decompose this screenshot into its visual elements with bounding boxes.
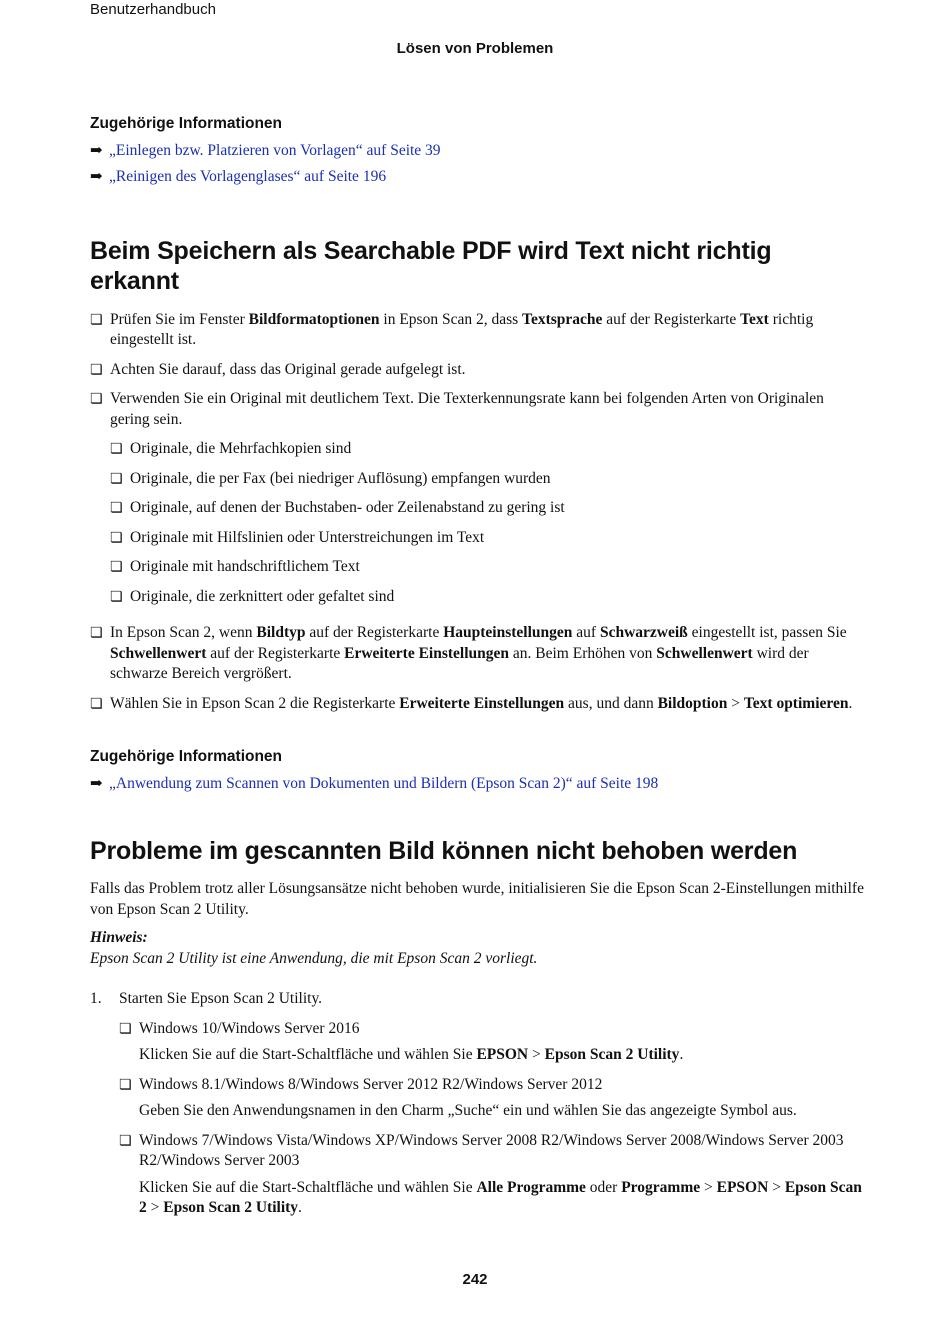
running-title: Benutzerhandbuch [90, 1, 216, 18]
list-item [90, 623, 865, 685]
checkbox-bullet-icon: ❏ [90, 361, 103, 378]
step-text: Starten Sie Epson Scan 2 Utility. [119, 990, 323, 1007]
related-info-block [90, 114, 865, 188]
section-heading: Beim Speichern als Searchable PDF wird Text nicht richtig erkannt [90, 236, 772, 295]
os-options [119, 1019, 865, 1219]
list-item [90, 310, 865, 351]
note-label: Hinweis: [90, 929, 148, 946]
list-item [90, 389, 865, 430]
checkbox-bullet-icon: ❏ [90, 391, 103, 407]
note-block [90, 928, 865, 969]
related-link[interactable] [90, 141, 865, 162]
checkbox-bullet-icon: ❏ [110, 470, 123, 487]
checkbox-bullet-icon: ❏ [90, 311, 103, 328]
sub-list-item [110, 557, 865, 578]
arrow-right-icon: ➡ [90, 775, 103, 792]
os-name: Windows 7/Windows Vista/Windows XP/Windows Server 2008 R2/Windows Server 2008/Windows Server 2003 R2/Windows Server 2003 [139, 1131, 844, 1169]
checkbox-bullet-icon: ❏ [119, 1076, 132, 1093]
os-instruction: Klicken Sie auf die Start-Schaltfläche und wählen Sie EPSON > Epson Scan 2 Utility. [139, 1046, 684, 1063]
os-list-item [119, 1131, 865, 1172]
list-item-text: Originale, die zerknittert oder gefaltet sind [130, 587, 395, 605]
link-text[interactable]: „Einlegen bzw. Platzieren von Vorlagen“ auf Seite 39 [109, 141, 441, 159]
checkbox-bullet-icon: ❏ [110, 529, 123, 546]
link-text[interactable]: „Reinigen des Vorlagenglases“ auf Seite 196 [109, 168, 387, 185]
page-content [90, 114, 865, 1219]
page-number: 242 [462, 1271, 488, 1288]
list-item-text: Prüfen Sie im Fenster Bildformatoptionen in Epson Scan 2, dass Textsprache auf der Registerkarte Text richtig eingestellt ist. [110, 310, 814, 348]
sub-list-item [110, 469, 865, 490]
os-instruction: Klicken Sie auf die Start-Schaltfläche und wählen Sie Alle Programme oder Programme > EPSON > Epson Scan 2 > Epson Scan 2 Utility. [139, 1178, 862, 1216]
sub-list-item [110, 528, 865, 549]
section-heading: Probleme im gescannten Bild können nicht behoben werden [90, 837, 798, 865]
list-item-text: Originale, auf denen der Buchstaben- oder Zeilenabstand zu gering ist [130, 499, 565, 516]
checkbox-bullet-icon: ❏ [90, 625, 103, 641]
list-item-text: In Epson Scan 2, wenn Bildtyp auf der Registerkarte Haupteinstellungen auf Schwarzweiß eingestellt ist, passen Sie Schwellenwert auf der Registerkarte Erweiterte Einstellungen an. Beim Erhöhen von Schwellenwert wird der schwarze Bereich vergrößert. [110, 624, 847, 682]
os-list-item [119, 1019, 865, 1040]
list-item-text: Wählen Sie in Epson Scan 2 die Registerkarte Erweiterte Einstellungen aus, und dann Bildoption > Text optimieren. [110, 694, 853, 712]
checkbox-bullet-icon: ❏ [119, 1020, 132, 1037]
related-link[interactable] [90, 774, 865, 795]
sub-list-item [110, 498, 865, 519]
related-info-title: Zugehörige Informationen [90, 115, 283, 132]
list-item-text: Achten Sie darauf, dass das Original gerade aufgelegt ist. [110, 360, 466, 378]
step-number: 1. [90, 990, 102, 1007]
sub-list-item [110, 587, 865, 608]
checkbox-bullet-icon: ❏ [110, 441, 123, 457]
intro-paragraph: Falls das Problem trotz aller Lösungsansätze nicht behoben wurde, initialisieren Sie die Epson Scan 2-Einstellungen mithilfe von Epson Scan 2 Utility. [90, 880, 864, 918]
arrow-right-icon: ➡ [90, 169, 103, 185]
list-item [90, 694, 865, 715]
checkbox-bullet-icon: ❏ [110, 559, 123, 575]
numbered-step [90, 989, 865, 1010]
checkbox-bullet-icon: ❏ [119, 1132, 132, 1149]
related-info-block [90, 747, 865, 794]
checkbox-bullet-icon: ❏ [110, 588, 123, 605]
sub-checklist [110, 439, 865, 607]
checkbox-bullet-icon: ❏ [90, 695, 103, 712]
section-title: Lösen von Problemen [396, 40, 554, 57]
list-item-text: Originale mit handschriftlichem Text [130, 558, 360, 575]
related-link[interactable] [90, 167, 865, 188]
link-text[interactable]: „Anwendung zum Scannen von Dokumenten und Bildern (Epson Scan 2)“ auf Seite 198 [109, 774, 659, 792]
checklist [90, 310, 865, 715]
checkbox-bullet-icon: ❏ [110, 500, 123, 516]
list-item-text: Originale, die Mehrfachkopien sind [130, 440, 352, 457]
sub-list-item [110, 439, 865, 460]
list-item [90, 360, 865, 381]
os-instruction: Geben Sie den Anwendungsnamen in den Charm „Suche“ ein und wählen Sie das angezeigte Symbol aus. [139, 1102, 797, 1119]
os-name: Windows 10/Windows Server 2016 [139, 1019, 360, 1037]
related-info-title: Zugehörige Informationen [90, 748, 283, 765]
os-name: Windows 8.1/Windows 8/Windows Server 2012 R2/Windows Server 2012 [139, 1075, 603, 1093]
list-item-text: Originale mit Hilfslinien oder Unterstreichungen im Text [130, 528, 485, 546]
os-list-item [119, 1075, 865, 1096]
arrow-right-icon: ➡ [90, 142, 103, 159]
note-text: Epson Scan 2 Utility ist eine Anwendung, die mit Epson Scan 2 vorliegt. [90, 949, 538, 967]
list-item-text: Verwenden Sie ein Original mit deutlichem Text. Die Texterkennungsrate kann bei folgenden Arten von Originalen gering sein. [110, 390, 824, 428]
list-item-text: Originale, die per Fax (bei niedriger Auflösung) empfangen wurden [130, 469, 551, 487]
